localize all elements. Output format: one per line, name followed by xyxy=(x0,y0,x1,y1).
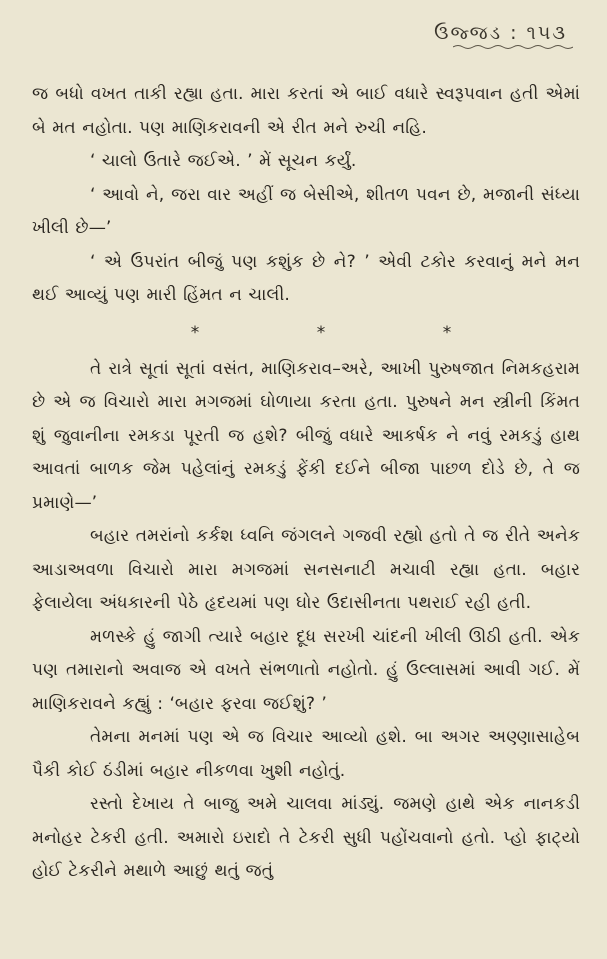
paragraph: મળસ્કે હું જાગી ત્યારે બહાર દૂધ સરખી ચાંદની ખીલી ઊઠી હતી. એક પણ તમારાનો અવાજ એ વખતે સંભળાતો નહોતો. હું ઉલ્લાસમાં આવી ગઈ. મેં માણિકરાવને કહ્યું : ‘બહાર ફરવા જઈશું? ’ xyxy=(32,626,580,714)
paragraph: બહાર તમરાંનો કર્કશ ધ્વનિ જંગલને ગજવી રહ્યો હતો તે જ રીતે અનેક આડાઅવળા વિચારો મારા મગજમાં સનસનાટી મચાવી રહ્યા હતા. બહાર ફેલાયેલા અંધકારની પેઠે હૃદયમાં પણ ઘોર ઉદાસીનતા પથરાઈ રહી હતી. xyxy=(32,526,580,613)
section-break-star: * xyxy=(190,322,200,343)
paragraph: રસ્તો દેખાય તે બાજુ અમે ચાલવા માંડ્યું. જમણે હાથે એક નાનકડી મનોહર ટેકરી હતી. અમારો ઇરાદો તે ટેકરી સુધી પહોંચવાનો હતો. પ્હો ફાટ્યો હોઈ ટેકરીને મથાળે આછું થતું જતું xyxy=(32,794,580,881)
paragraph: જ બધો વખત તાકી રહ્યા હતા. મારા કરતાં એ બાઈ વધારે સ્વરૂપવાન હતી એમાં બે મત નહોતા. પણ માણિકરાવની એ રીત મને રુચી નહિ. xyxy=(32,84,580,138)
paragraph: ‘ આવો ને, જરા વાર અહીં જ બેસીએ, શીતળ પવન છે, મજાની સંધ્યા ખીલી છે—’ xyxy=(32,184,580,238)
paragraph: ‘ ચાલો ઉતારે જઈએ. ’ મેં સૂચન કર્યું. xyxy=(90,151,357,171)
paragraph: તેમના મનમાં પણ એ જ વિચાર આવ્યો હશે. બા અગર અણ્ણાસાહેબ પૈકી કોઈ ઠંડીમાં બહાર નીકળવા ખુશી નહોતું. xyxy=(32,727,580,781)
section-break-stars xyxy=(32,313,580,353)
body-text xyxy=(32,78,580,889)
section-break-star: * xyxy=(442,322,452,343)
running-head: ઉજ્જડ : ૧૫૩ xyxy=(434,22,567,44)
paragraph: ‘ એ ઉપરાંત બીજું પણ કશુંક છે ને? ’ એવી ટકોર કરવાનું મને મન થઈ આવ્યું પણ મારી હિંમત ન ચાલી. xyxy=(32,251,580,305)
paragraph: તે રાત્રે સૂતાં સૂતાં વસંત, માણિકરાવ–અરે, આખી પુરુષજાત નિમકહરામ છે એ જ વિચારો મારા મગજમાં ઘોળાયા કરતા હતા. પુરુષને મન સ્ત્રીની કિંમત શું જુવાનીના રમકડા પૂરતી જ હશે? બીજું વધારે આકર્ષક ને નવું રમકડું હાથ આવતાં બાળક જેમ પહેલાંનું રમકડું ફેંકી દઈને બીજા પાછળ દોડે છે, તે જ પ્રમાણે—’ xyxy=(32,358,580,513)
section-break-star: * xyxy=(316,322,326,343)
header-ornament-underline xyxy=(453,44,573,50)
